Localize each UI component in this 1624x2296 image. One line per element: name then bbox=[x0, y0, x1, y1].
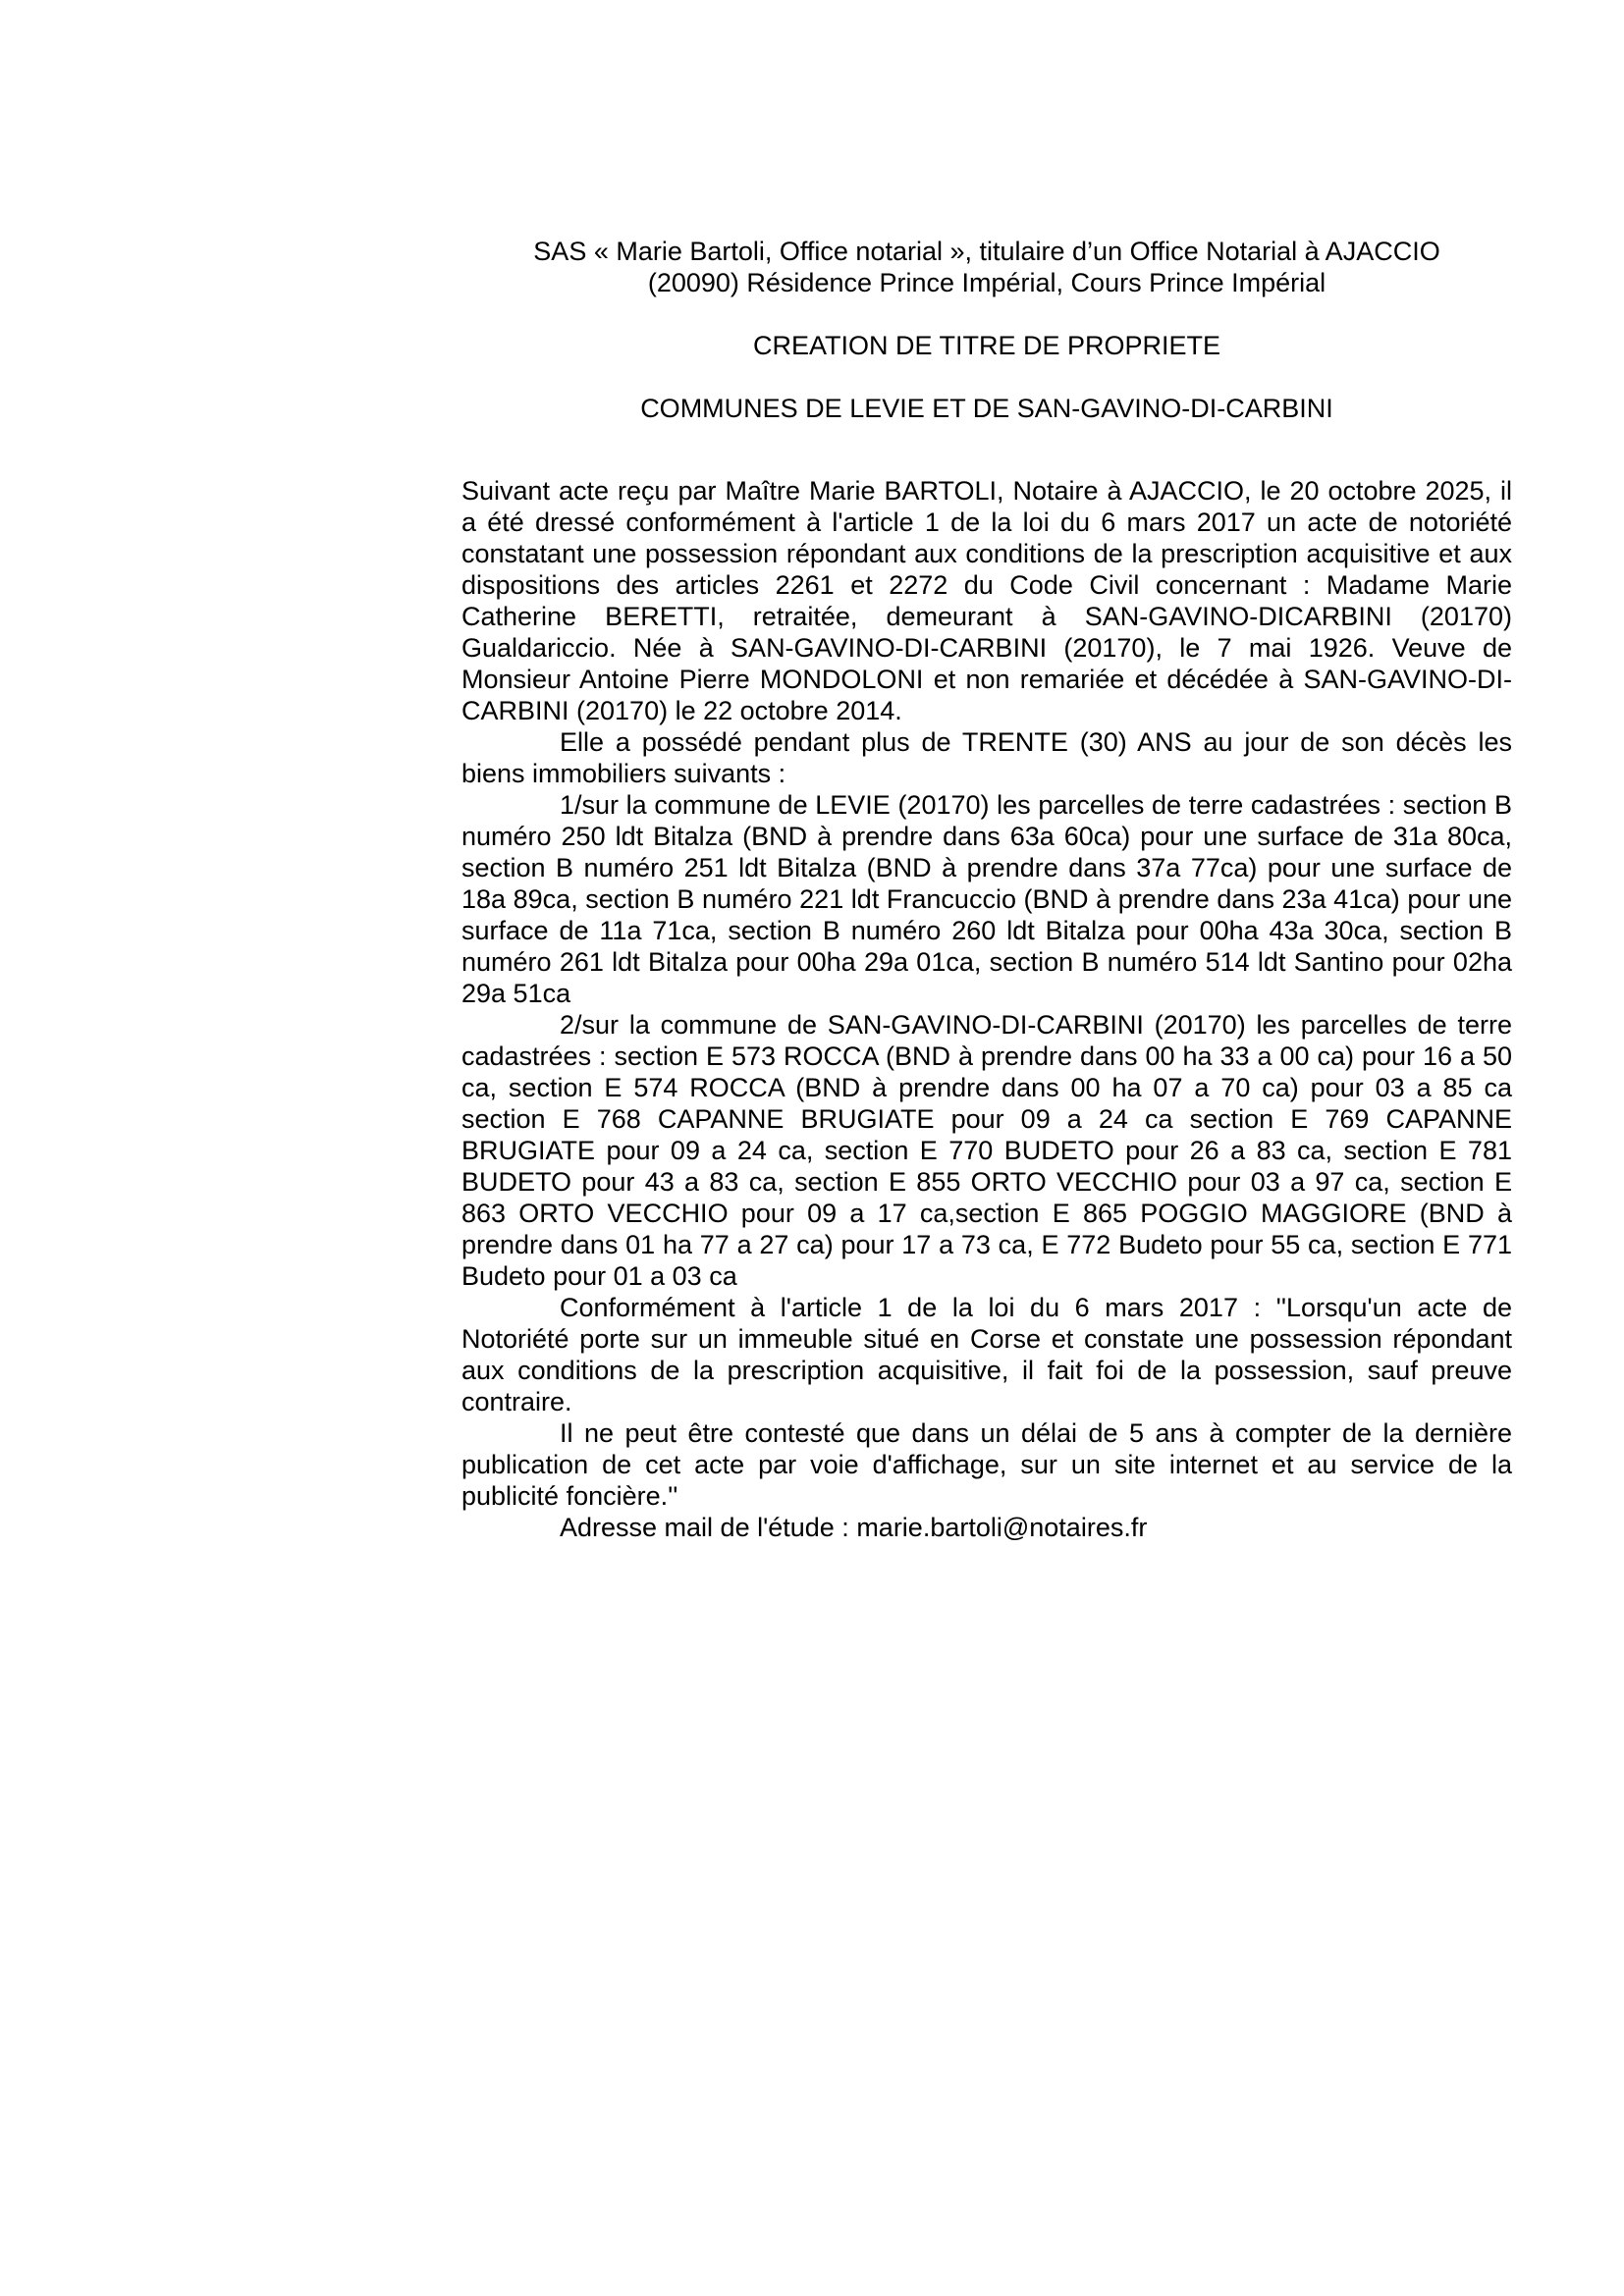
spacer bbox=[461, 361, 1512, 393]
office-header-line2: (20090) Résidence Prince Impérial, Cours Prince Impérial bbox=[647, 268, 1326, 297]
paragraph-loi-2017: Conformément à l'article 1 de la loi du 6 mars 2017 : ''Lorsqu'un acte de Notoriété porte sur un immeuble situé en Corse et constate une possession répondant aux conditions de la prescription acquisitive, il fait foi de la possession, sauf preuve contraire. bbox=[461, 1293, 1512, 1416]
office-header-line1: SAS « Marie Bartoli, Office notarial », titulaire d’un Office Notarial à AJACCIO bbox=[533, 237, 1440, 266]
document-subtitle: COMMUNES DE LEVIE ET DE SAN-GAVINO-DI-CARBINI bbox=[640, 394, 1333, 423]
document-content bbox=[461, 236, 1512, 1543]
paragraph-contestation: Il ne peut être contesté que dans un délai de 5 ans à compter de la dernière publication de cet acte par voie d'affichage, sur un site internet et au service de la publicité foncière.'' bbox=[461, 1418, 1512, 1511]
spacer bbox=[461, 298, 1512, 330]
paragraph-acte: Suivant acte reçu par Maître Marie BARTOLI, Notaire à AJACCIO, le 20 octobre 2025, il a été dressé conformément à l'article 1 de la loi du 6 mars 2017 un acte de notoriété constatant une possession répondant aux conditions de la prescription acquisitive et aux dispositions des articles 2261 et 2272 du Code Civil concernant : Madame Marie Catherine BERETTI, retraitée, demeurant à SAN-GAVINO-DICARBINI (20170) Gualdariccio. Née à SAN-GAVINO-DI-CARBINI (20170), le 7 mai 1926. Veuve de Monsieur Antoine Pierre MONDOLONI et non remariée et décédée à SAN-GAVINO-DI-CARBINI (20170) le 22 octobre 2014. bbox=[461, 476, 1512, 725]
document-body bbox=[461, 475, 1512, 1543]
paragraph-possession: Elle a possédé pendant plus de TRENTE (30) ANS au jour de son décès les biens immobiliers suivants : bbox=[461, 727, 1512, 788]
paragraph-parcelles-san-gavino: 2/sur la commune de SAN-GAVINO-DI-CARBINI (20170) les parcelles de terre cadastrées : section E 573 ROCCA (BND à prendre dans 00 ha 33 a 00 ca) pour 16 a 50 ca, section E 574 ROCCA (BND à prendre dans 00 ha 07 a 70 ca) pour 03 a 85 ca section E 768 CAPANNE BRUGIATE pour 09 a 24 ca section E 769 CAPANNE BRUGIATE pour 09 a 24 ca, section E 770 BUDETO pour 26 a 83 ca, section E 781 BUDETO pour 43 a 83 ca, section E 855 ORTO VECCHIO pour 03 a 97 ca, section E 863 ORTO VECCHIO pour 09 a 17 ca,section E 865 POGGIO MAGGIORE (BND à prendre dans 01 ha 77 a 27 ca) pour 17 a 73 ca, E 772 Budeto pour 55 ca, section E 771 Budeto pour 01 a 03 ca bbox=[461, 1010, 1512, 1291]
document-title: CREATION DE TITRE DE PROPRIETE bbox=[752, 331, 1221, 360]
spacer bbox=[461, 424, 1512, 475]
paragraph-parcelles-levie: 1/sur la commune de LEVIE (20170) les parcelles de terre cadastrées : section B numéro 250 ldt Bitalza (BND à prendre dans 63a 60ca) pour une surface de 31a 80ca, section B numéro 251 ldt Bitalza (BND à prendre dans 37a 77ca) pour une surface de 18a 89ca, section B numéro 221 ldt Francuccio (BND à prendre dans 23a 41ca) pour une surface de 11a 71ca, section B numéro 260 ldt Bitalza pour 00ha 43a 30ca, section B numéro 261 ldt Bitalza pour 00ha 29a 01ca, section B numéro 514 ldt Santino pour 02ha 29a 51ca bbox=[461, 790, 1512, 1008]
paragraph-email: Adresse mail de l'étude : marie.bartoli@notaires.fr bbox=[560, 1513, 1148, 1542]
